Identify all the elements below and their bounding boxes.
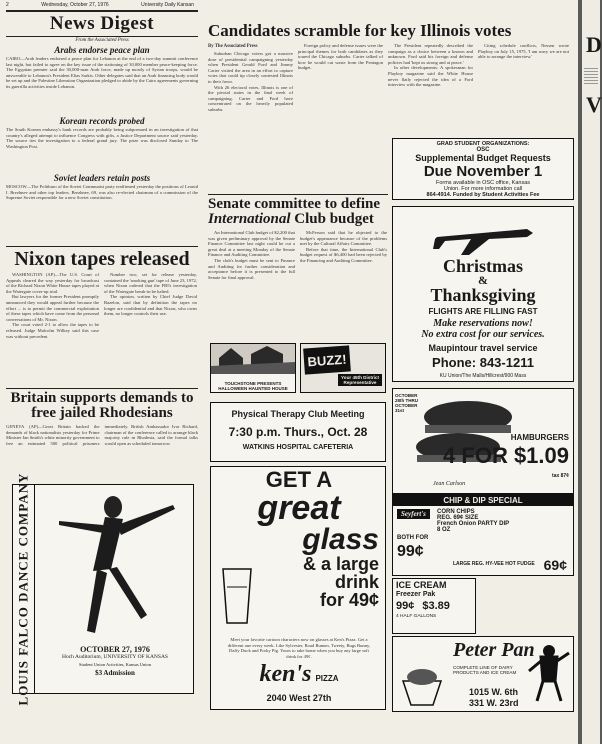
grad-line-1: GRAD STUDENT ORGANIZATIONS: <box>436 141 530 147</box>
kens-brand-name: ken's <box>259 661 312 687</box>
candidates-p6: Citing schedule conflicts, Nessen wrote Playboy on July 15, 1975, 'I am sorry we are not able to arrange the interview.' <box>478 43 569 60</box>
grad-line-2: OSC <box>476 147 490 153</box>
candidates-p4: The President repeatedly described the campaign as a choice between a known and unknown. Ford said his foreign and defense policies had 'kept us strong and at peace.' <box>388 43 473 65</box>
dance-company-ad <box>12 472 194 706</box>
candidates-p5: In other developments: A spokesman for Playboy magazine said the White House never flatly rejected the idea of a Ford interview with the magazine. <box>388 65 473 88</box>
christmas-footer: KU Union/The Malls/Hillcrest/900 Mass <box>439 373 527 379</box>
news-digest-subtitle: From the Associated Press <box>75 38 129 43</box>
chip-lines <box>437 509 567 533</box>
kens-line-2: great <box>257 489 341 527</box>
nixon-col-1 <box>6 272 99 384</box>
chip-soda <box>453 561 535 567</box>
christmas-line-4: FLIGHTS ARE FILLING FAST <box>428 307 538 316</box>
adjacent-page <box>582 0 600 744</box>
buzz-tagline <box>338 374 382 386</box>
candidates-col-1 <box>208 43 293 179</box>
chip-line-1: CORN CHIPS <box>437 509 475 515</box>
chip-brand: Seyfert's <box>397 509 430 519</box>
candidates-p1: Suburban Chicago voters got a massive dose of presidential campaigning yesterday when President Gerald Ford and Jimmy Carter visited the area in an effort to capture votes that could tip closely contested Illinois to their favor. <box>208 51 293 84</box>
candidates-col-2 <box>298 43 383 179</box>
chip-soda-2: HOT FUDGE <box>505 561 535 567</box>
hamburger-ad <box>392 388 574 494</box>
chip-price: 99¢ <box>397 543 424 560</box>
senate-col-1 <box>208 230 295 334</box>
chip-both: BOTH FOR <box>397 535 429 541</box>
christmas-line-1: Christmas <box>443 256 523 276</box>
icecream-prices <box>393 598 475 614</box>
haunted-house-ad <box>210 343 296 393</box>
peter-pan-tag: COMPLETE LINE OF DAIRY PRODUCTS AND ICE CREAM <box>453 665 517 675</box>
physical-therapy-ad <box>210 402 386 462</box>
britain-story <box>6 388 198 483</box>
buzz-line-1: Your 45th District <box>341 375 379 380</box>
physical-title: Physical Therapy Club Meeting <box>231 409 365 419</box>
senate-headline-3: Club budget <box>294 211 374 227</box>
grad-student-ad <box>392 138 574 200</box>
dance-sponsor: Student Union Activities, Kansas Union <box>78 662 152 667</box>
grad-line-7: 864-4914. Funded by Student Activities Fee <box>426 192 540 198</box>
hamburger-dates: OCTOBER 28th THRU OCTOBER 31st <box>395 393 419 413</box>
folio-date: Wednesday, October 27, 1976 <box>41 2 109 8</box>
peter-pan-addr-1: 1015 W. 6th <box>469 687 519 697</box>
dance-venue: Hoch Auditorium, UNIVERSITY OF KANSAS <box>62 654 168 660</box>
buzz-ad <box>300 343 386 393</box>
dance-date: OCTOBER 27, 1976 <box>80 645 150 654</box>
nixon-col-2 <box>104 272 197 384</box>
icecream-ad <box>392 578 476 634</box>
senate-p2: The club's budget must be sent to Finance and Auditing for further consideration and acceptance before it is presented to the full Senate for final approval. <box>208 257 295 280</box>
senate-col-2 <box>300 230 387 334</box>
chip-line-4: 8 OZ <box>437 527 451 533</box>
peter-pan-ad <box>392 636 574 712</box>
hamburger-signature: Jean Carlson <box>433 481 466 487</box>
senate-p3: McFerson said that he objected to the budget's appearance because of the problems met by the Cultural Affairs Committee. <box>300 230 387 247</box>
news-digest <box>6 10 198 246</box>
dance-vertical-band <box>13 472 35 706</box>
folio-paper: University Daily Kansan <box>141 2 194 8</box>
chip-title: CHIP & DIP SPECIAL <box>393 495 573 506</box>
christmas-line-6: No extra cost for our services. <box>421 329 545 340</box>
kens-address: 2040 West 27th <box>266 693 332 703</box>
icecream-price-2: $3.89 <box>422 600 450 612</box>
senate-story <box>208 194 388 340</box>
kens-line-1: GET A <box>265 467 333 492</box>
christmas-travel-ad <box>392 206 574 382</box>
hamburger-tax: tax 87¢ <box>552 473 569 479</box>
grad-line-6: Union. For more information call <box>443 186 523 192</box>
nixon-p1: WASHINGTON (AP)—The U.S. Court of Appeals cleared the way yesterday for broadcast of the Richard Nixon White House tapes played at the Watergate cover-up trial. <box>6 272 99 294</box>
candidates-p2: With 26 electoral votes, Illinois is one of the pivotal states in the final week of campaigning. Carter and Ford have concentrated on the heavily populated suburbs. <box>208 84 293 112</box>
peter-pan-addr-2: 331 W. 23rd <box>469 698 519 708</box>
dance-vertical-title: LOUIS FALCO DANCE COMPANY <box>15 472 31 706</box>
icecream-sub: Freezer Pak <box>396 591 436 598</box>
grad-line-3: Supplemental Budget Requests <box>415 153 551 163</box>
senate-p1: An International Club budget of $2,200 that was given preliminary approval by the Senate Finance Committee last night could be cut a great deal at a meeting Monday of the Senate Finance and Auditing Committee. <box>208 230 295 258</box>
glass-icon <box>219 567 255 627</box>
kens-line-3: glass <box>302 523 379 556</box>
christmas-line-3: Thanksgiving <box>430 285 536 305</box>
britain-body: GENEVA (AP)—Great Britain backed the demands of black nationalists yesterday for Prime Minister Ian Smith's white minority government to free an estimated 500 political prisoners immediately. British Ambassador Ivor Richard, chairman of the conference called to arrange black majority rule in Rhodesia, said the formal talks would open as scheduled tomorrow. <box>6 424 198 446</box>
buzz-line-2: Representative <box>343 380 377 385</box>
adjacent-text-lines <box>584 66 598 86</box>
adjacent-letter-1: D <box>586 32 602 57</box>
icecream-price-1: 99¢ <box>396 600 415 612</box>
christmas-brand: Maupintour travel service <box>428 343 538 353</box>
digest-body-soviet: MOSCOW—The Politburo of the Soviet Communist party reaffirmed yesterday the positions of Leonid I. Brezhnev and other top leaders. Brezhnev, 69, was also re-elected chairman of a commission of the Supreme Soviet responsible for a new Soviet constitution. <box>6 184 198 201</box>
icecream-qty: 4 HALF GALLONS <box>396 614 437 619</box>
chip-line-3: French Onion PARTY DIP <box>437 521 510 527</box>
hamburger-label: HAMBURGERS <box>510 433 569 442</box>
christmas-phone: Phone: 843-1211 <box>432 355 534 370</box>
nixon-p5: The opinion, written by Chief Judge David Bazelon, said that by definition the tapes no longer are confidential and that Nixon, who owns them, no longer controls their use. <box>104 294 197 317</box>
kens-line-5: drink <box>334 572 379 592</box>
kens-line-6: for 49¢ <box>319 590 379 610</box>
nixon-p3: The court voted 2-1 to allow the tapes to be released. Judge Malcolm Wilkey said this case was without precedent. <box>6 322 99 339</box>
christmas-line-2: & <box>478 273 488 287</box>
nixon-headline: Nixon tapes released <box>14 248 190 270</box>
folio-page: 2 <box>6 2 9 8</box>
haunted-house-text: TOUCHSTONE PRESENTS HALLOWEEN HAUNTED HOUSE <box>218 381 288 391</box>
grad-line-4: Due November 1 <box>423 163 543 180</box>
digest-head-arabs: Arabs endorse peace plan <box>54 45 150 55</box>
senate-headline-1: Senate committee to define <box>208 196 381 212</box>
christmas-line-5: Make reservations now! <box>433 318 533 329</box>
kens-brand-pizza: PIZZA <box>315 674 339 683</box>
dancer-photo <box>53 491 183 641</box>
senate-headline-italic: International <box>208 211 291 227</box>
candidates-byline: By The Associated Press <box>208 44 258 49</box>
hamburger-deal: 4 FOR $1.09 <box>443 443 569 468</box>
digest-body-arabs: CAIRO—Arab leaders endorsed a peace plan for Lebanon at the end of a two-day summit conference last night, but failed to agree on the key issue of the stationing of 30,000 member peace-keeping force. The Egyptian premier said the 30,000-man Arab force, made up mostly of Syrian troops, would be answerable to Lebanon's President Elias Sarkis. Other delegates said that an Arab financing body would be set up and the Palestine Liberation Organization pledged to abide by the Cairo agreements governing its guerrilla activities inside Lebanon. <box>6 56 198 89</box>
nixon-story <box>6 246 198 386</box>
senate-p4: Before that time, the International Club's budget request of $6,400 had been rejected by the Financing and Auditing Committee. <box>300 246 387 263</box>
digest-head-korean: Korean records probed <box>59 116 145 126</box>
chip-line-2: REG. 69¢ SIZE <box>437 515 479 521</box>
peter-pan-brand: Peter Pan <box>453 639 535 661</box>
candidates-p3: Foreign policy and defense issues were the principal themes for both candidates as they toured the Chicago suburbs. Carter talked of how he would cut waste from the Pentagon budget. <box>298 43 383 71</box>
nixon-p2: But lawyers for the former President promptly announced they would appeal further because the effort ... is to permit the commercial exploitation of these tapes which have come from the personal conversations of Mr. Nixon. <box>6 294 99 322</box>
icecream-title: ICE CREAM <box>396 580 447 590</box>
chip-dip-ad <box>392 494 574 576</box>
candidates-headline: Candidates scramble for key Illinois votes <box>208 21 512 40</box>
digest-body-korean: The South Korean embassy's bank records are probably being subpoenaed in an investigation of that country's alleged attempt to influence Congress with gifts, a Justice Department source said yesterday. The source ties the investigation to a federal grand jury. The prize was disclosed Sunday to The Washington Post. <box>6 127 198 149</box>
news-digest-title: News Digest <box>6 10 198 37</box>
britain-headline: Britain supports demands to free jailed Rhodesians <box>10 390 194 421</box>
sundae-icon <box>397 667 447 707</box>
digest-head-soviet: Soviet leaders retain posts <box>53 173 151 183</box>
kens-line-4: & a large <box>302 554 379 574</box>
nixon-p4: Number two, set for release yesterday, contained the 'smoking gun' tape of June 23, 1972, when Nixon ordered that the FBI's investigation of the Watergate break-in be halted. <box>104 272 198 294</box>
physical-where: WATKINS HOSPITAL CAFETERIA <box>242 444 354 451</box>
dance-info <box>39 645 191 677</box>
folio <box>6 2 194 8</box>
buzz-title: BUZZ! <box>303 345 351 374</box>
adjacent-letter-2: V <box>586 92 602 117</box>
senate-headline-2 <box>208 212 388 227</box>
physical-when: 7:30 p.m. Thurs., Oct. 28 <box>228 425 368 439</box>
kens-small-text: Meet your favorite cartoon characters now on glasses at Ken's Pizza. Get a different one every week. Like Sylvester, Road Runner, Tweety, Bugs Bunny, Daffy Duck and Porky Pig. Yours to take home when you buy any large soft drink for 49¢. <box>227 637 371 659</box>
chip-soda-price: 69¢ <box>543 557 567 573</box>
airplane-icon <box>429 211 539 257</box>
grad-line-5: Forms available in OSC office, Kansas <box>435 180 531 186</box>
dance-admission: $3 Admission <box>95 669 135 677</box>
kens-pizza-ad <box>210 466 386 710</box>
chip-soda-1: LARGE REG. HY-VEE <box>453 561 504 567</box>
christmas-text <box>393 257 573 379</box>
haunted-house-art <box>211 344 295 374</box>
kens-brand <box>219 661 379 688</box>
